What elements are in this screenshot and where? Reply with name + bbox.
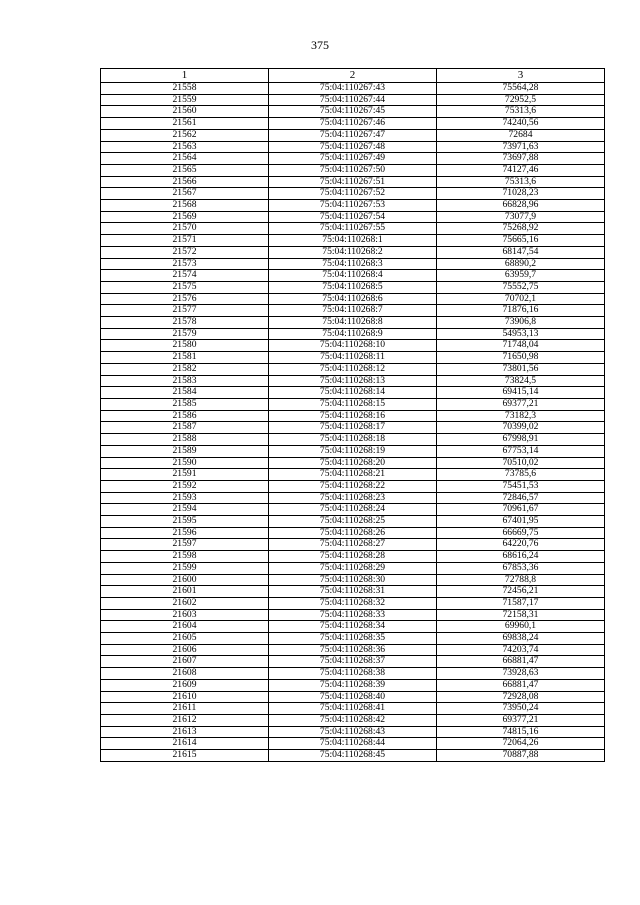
cadastral-number-cell: 75:04:110267:47 xyxy=(269,129,437,141)
table-row xyxy=(101,562,605,574)
value-cell: 73182,3 xyxy=(437,410,605,422)
cadastral-number-cell: 75:04:110268:18 xyxy=(269,434,437,446)
table-row xyxy=(101,504,605,516)
cadastral-number-cell: 75:04:110267:52 xyxy=(269,188,437,200)
cadastral-number-cell: 75:04:110268:13 xyxy=(269,375,437,387)
cadastral-number-cell: 75:04:110268:30 xyxy=(269,574,437,586)
table-row xyxy=(101,445,605,457)
cadastral-number-cell: 75:04:110268:32 xyxy=(269,597,437,609)
value-cell: 73801,56 xyxy=(437,363,605,375)
value-cell: 67401,95 xyxy=(437,516,605,528)
table-header-row xyxy=(101,69,605,83)
cadastral-number-cell: 75:04:110267:55 xyxy=(269,223,437,235)
column-header-1: 1 xyxy=(101,69,269,83)
table-row xyxy=(101,281,605,293)
table-row xyxy=(101,609,605,621)
value-cell: 70399,02 xyxy=(437,422,605,434)
value-cell: 71876,16 xyxy=(437,305,605,317)
table-row xyxy=(101,246,605,258)
table-row xyxy=(101,422,605,434)
value-cell: 64220,76 xyxy=(437,539,605,551)
value-cell: 66881,47 xyxy=(437,656,605,668)
value-cell: 73697,88 xyxy=(437,153,605,165)
cadastral-number-cell: 75:04:110268:42 xyxy=(269,714,437,726)
row-number-cell: 21593 xyxy=(101,492,269,504)
cadastral-number-cell: 75:04:110267:48 xyxy=(269,141,437,153)
row-number-cell: 21567 xyxy=(101,188,269,200)
table-row xyxy=(101,492,605,504)
row-number-cell: 21564 xyxy=(101,153,269,165)
table-row xyxy=(101,129,605,141)
cadastral-number-cell: 75:04:110268:44 xyxy=(269,738,437,750)
table-row xyxy=(101,176,605,188)
row-number-cell: 21585 xyxy=(101,398,269,410)
table-row xyxy=(101,106,605,118)
row-number-cell: 21576 xyxy=(101,293,269,305)
value-cell: 70510,02 xyxy=(437,457,605,469)
table-body xyxy=(101,83,605,762)
value-cell: 75665,16 xyxy=(437,235,605,247)
value-cell: 73077,9 xyxy=(437,211,605,223)
row-number-cell: 21598 xyxy=(101,551,269,563)
table-row xyxy=(101,738,605,750)
value-cell: 70702,1 xyxy=(437,293,605,305)
row-number-cell: 21583 xyxy=(101,375,269,387)
value-cell: 72846,57 xyxy=(437,492,605,504)
cadastral-number-cell: 75:04:110268:24 xyxy=(269,504,437,516)
cadastral-number-cell: 75:04:110268:16 xyxy=(269,410,437,422)
row-number-cell: 21561 xyxy=(101,118,269,130)
value-cell: 71650,98 xyxy=(437,352,605,364)
row-number-cell: 21563 xyxy=(101,141,269,153)
value-cell: 66881,47 xyxy=(437,679,605,691)
table-row xyxy=(101,574,605,586)
value-cell: 74203,74 xyxy=(437,644,605,656)
table-row xyxy=(101,83,605,95)
row-number-cell: 21607 xyxy=(101,656,269,668)
cadastral-number-cell: 75:04:110268:2 xyxy=(269,246,437,258)
table-row xyxy=(101,293,605,305)
cadastral-number-cell: 75:04:110268:33 xyxy=(269,609,437,621)
cadastral-number-cell: 75:04:110268:41 xyxy=(269,703,437,715)
cadastral-number-cell: 75:04:110268:12 xyxy=(269,363,437,375)
table-row xyxy=(101,118,605,130)
value-cell: 72928,08 xyxy=(437,691,605,703)
value-cell: 67853,36 xyxy=(437,562,605,574)
table-row xyxy=(101,211,605,223)
table-row xyxy=(101,375,605,387)
table-row xyxy=(101,527,605,539)
cadastral-number-cell: 75:04:110267:50 xyxy=(269,164,437,176)
value-cell: 70961,67 xyxy=(437,504,605,516)
row-number-cell: 21565 xyxy=(101,164,269,176)
table-row xyxy=(101,714,605,726)
row-number-cell: 21569 xyxy=(101,211,269,223)
table-row xyxy=(101,656,605,668)
value-cell: 72158,31 xyxy=(437,609,605,621)
row-number-cell: 21604 xyxy=(101,621,269,633)
table-row xyxy=(101,141,605,153)
cadastral-number-cell: 75:04:110268:14 xyxy=(269,387,437,399)
value-cell: 67998,91 xyxy=(437,434,605,446)
row-number-cell: 21587 xyxy=(101,422,269,434)
table-row xyxy=(101,469,605,481)
value-cell: 72456,21 xyxy=(437,586,605,598)
value-cell: 72684 xyxy=(437,129,605,141)
table-row xyxy=(101,340,605,352)
row-number-cell: 21586 xyxy=(101,410,269,422)
row-number-cell: 21615 xyxy=(101,750,269,762)
row-number-cell: 21559 xyxy=(101,94,269,106)
value-cell: 63959,7 xyxy=(437,270,605,282)
row-number-cell: 21613 xyxy=(101,726,269,738)
cadastral-number-cell: 75:04:110268:7 xyxy=(269,305,437,317)
table-row xyxy=(101,223,605,235)
row-number-cell: 21600 xyxy=(101,574,269,586)
table-row xyxy=(101,539,605,551)
table-row xyxy=(101,305,605,317)
value-cell: 68616,24 xyxy=(437,551,605,563)
row-number-cell: 21577 xyxy=(101,305,269,317)
value-cell: 71028,23 xyxy=(437,188,605,200)
row-number-cell: 21595 xyxy=(101,516,269,528)
table-row xyxy=(101,480,605,492)
value-cell: 75451,53 xyxy=(437,480,605,492)
row-number-cell: 21596 xyxy=(101,527,269,539)
cadastral-number-cell: 75:04:110267:43 xyxy=(269,83,437,95)
value-cell: 66669,75 xyxy=(437,527,605,539)
value-cell: 73971,63 xyxy=(437,141,605,153)
table-row xyxy=(101,387,605,399)
cadastral-number-cell: 75:04:110268:29 xyxy=(269,562,437,574)
row-number-cell: 21589 xyxy=(101,445,269,457)
table-row xyxy=(101,750,605,762)
table-row xyxy=(101,94,605,106)
row-number-cell: 21582 xyxy=(101,363,269,375)
value-cell: 74815,16 xyxy=(437,726,605,738)
cadastral-number-cell: 75:04:110267:44 xyxy=(269,94,437,106)
cadastral-number-cell: 75:04:110268:35 xyxy=(269,633,437,645)
row-number-cell: 21578 xyxy=(101,317,269,329)
value-cell: 69377,21 xyxy=(437,714,605,726)
table-row xyxy=(101,188,605,200)
table-row xyxy=(101,586,605,598)
value-cell: 67753,14 xyxy=(437,445,605,457)
row-number-cell: 21606 xyxy=(101,644,269,656)
cadastral-number-cell: 75:04:110268:10 xyxy=(269,340,437,352)
table-row xyxy=(101,679,605,691)
cadastral-number-cell: 75:04:110268:34 xyxy=(269,621,437,633)
row-number-cell: 21579 xyxy=(101,328,269,340)
cadastral-number-cell: 75:04:110268:22 xyxy=(269,480,437,492)
row-number-cell: 21599 xyxy=(101,562,269,574)
value-cell: 72064,26 xyxy=(437,738,605,750)
value-cell: 69415,14 xyxy=(437,387,605,399)
cadastral-number-cell: 75:04:110267:54 xyxy=(269,211,437,223)
value-cell: 70887,88 xyxy=(437,750,605,762)
row-number-cell: 21591 xyxy=(101,469,269,481)
table-row xyxy=(101,352,605,364)
table-row xyxy=(101,434,605,446)
cadastral-number-cell: 75:04:110268:23 xyxy=(269,492,437,504)
row-number-cell: 21605 xyxy=(101,633,269,645)
table-row xyxy=(101,258,605,270)
row-number-cell: 21590 xyxy=(101,457,269,469)
cadastral-number-cell: 75:04:110268:8 xyxy=(269,317,437,329)
table-row xyxy=(101,164,605,176)
value-cell: 71748,04 xyxy=(437,340,605,352)
cadastral-number-cell: 75:04:110268:6 xyxy=(269,293,437,305)
table-row xyxy=(101,457,605,469)
cadastral-number-cell: 75:04:110268:37 xyxy=(269,656,437,668)
row-number-cell: 21575 xyxy=(101,281,269,293)
table-row xyxy=(101,633,605,645)
row-number-cell: 21611 xyxy=(101,703,269,715)
row-number-cell: 21574 xyxy=(101,270,269,282)
table-row xyxy=(101,621,605,633)
table-row xyxy=(101,270,605,282)
cadastral-number-cell: 75:04:110268:20 xyxy=(269,457,437,469)
row-number-cell: 21614 xyxy=(101,738,269,750)
row-number-cell: 21571 xyxy=(101,235,269,247)
value-cell: 68147,54 xyxy=(437,246,605,258)
value-cell: 72788,8 xyxy=(437,574,605,586)
value-cell: 75313,6 xyxy=(437,106,605,118)
value-cell: 74127,46 xyxy=(437,164,605,176)
value-cell: 69960,1 xyxy=(437,621,605,633)
value-cell: 66828,96 xyxy=(437,200,605,212)
cadastral-number-cell: 75:04:110268:39 xyxy=(269,679,437,691)
value-cell: 73950,24 xyxy=(437,703,605,715)
cadastral-number-cell: 75:04:110268:3 xyxy=(269,258,437,270)
cadastral-number-cell: 75:04:110268:27 xyxy=(269,539,437,551)
value-cell: 75313,6 xyxy=(437,176,605,188)
cadastral-number-cell: 75:04:110268:31 xyxy=(269,586,437,598)
row-number-cell: 21570 xyxy=(101,223,269,235)
row-number-cell: 21612 xyxy=(101,714,269,726)
cadastral-number-cell: 75:04:110268:38 xyxy=(269,668,437,680)
value-cell: 73928,63 xyxy=(437,668,605,680)
row-number-cell: 21608 xyxy=(101,668,269,680)
row-number-cell: 21588 xyxy=(101,434,269,446)
table-row xyxy=(101,410,605,422)
cadastral-number-cell: 75:04:110268:26 xyxy=(269,527,437,539)
value-cell: 73785,6 xyxy=(437,469,605,481)
cadastral-number-cell: 75:04:110268:40 xyxy=(269,691,437,703)
row-number-cell: 21594 xyxy=(101,504,269,516)
table-row xyxy=(101,691,605,703)
value-cell: 69838,24 xyxy=(437,633,605,645)
value-cell: 71587,17 xyxy=(437,597,605,609)
cadastral-number-cell: 75:04:110268:11 xyxy=(269,352,437,364)
row-number-cell: 21584 xyxy=(101,387,269,399)
row-number-cell: 21558 xyxy=(101,83,269,95)
page-number: 375 xyxy=(311,38,329,52)
table-row xyxy=(101,551,605,563)
cadastral-number-cell: 75:04:110268:9 xyxy=(269,328,437,340)
cadastral-number-cell: 75:04:110268:1 xyxy=(269,235,437,247)
row-number-cell: 21560 xyxy=(101,106,269,118)
table-row xyxy=(101,516,605,528)
row-number-cell: 21573 xyxy=(101,258,269,270)
table-row xyxy=(101,703,605,715)
value-cell: 69377,21 xyxy=(437,398,605,410)
cadastral-number-cell: 75:04:110267:46 xyxy=(269,118,437,130)
value-cell: 54953,13 xyxy=(437,328,605,340)
table-row xyxy=(101,726,605,738)
row-number-cell: 21602 xyxy=(101,597,269,609)
row-number-cell: 21597 xyxy=(101,539,269,551)
value-cell: 68890,2 xyxy=(437,258,605,270)
cadastral-number-cell: 75:04:110267:45 xyxy=(269,106,437,118)
row-number-cell: 21568 xyxy=(101,200,269,212)
row-number-cell: 21572 xyxy=(101,246,269,258)
data-table xyxy=(100,68,605,762)
cadastral-number-cell: 75:04:110268:17 xyxy=(269,422,437,434)
cadastral-number-cell: 75:04:110268:4 xyxy=(269,270,437,282)
value-cell: 73906,8 xyxy=(437,317,605,329)
cadastral-number-cell: 75:04:110268:15 xyxy=(269,398,437,410)
row-number-cell: 21592 xyxy=(101,480,269,492)
row-number-cell: 21580 xyxy=(101,340,269,352)
table-row xyxy=(101,668,605,680)
cadastral-number-cell: 75:04:110268:5 xyxy=(269,281,437,293)
cadastral-number-cell: 75:04:110267:53 xyxy=(269,200,437,212)
row-number-cell: 21562 xyxy=(101,129,269,141)
table-row xyxy=(101,200,605,212)
value-cell: 74240,56 xyxy=(437,118,605,130)
row-number-cell: 21610 xyxy=(101,691,269,703)
value-cell: 73824,5 xyxy=(437,375,605,387)
row-number-cell: 21601 xyxy=(101,586,269,598)
cadastral-number-cell: 75:04:110268:28 xyxy=(269,551,437,563)
cadastral-number-cell: 75:04:110268:19 xyxy=(269,445,437,457)
column-header-3: 3 xyxy=(437,69,605,83)
table-row xyxy=(101,644,605,656)
table-row xyxy=(101,363,605,375)
cadastral-number-cell: 75:04:110267:51 xyxy=(269,176,437,188)
table-row xyxy=(101,328,605,340)
table-row xyxy=(101,398,605,410)
cadastral-number-cell: 75:04:110268:45 xyxy=(269,750,437,762)
cadastral-number-cell: 75:04:110268:43 xyxy=(269,726,437,738)
cadastral-number-cell: 75:04:110268:25 xyxy=(269,516,437,528)
table-row xyxy=(101,153,605,165)
cadastral-number-cell: 75:04:110268:36 xyxy=(269,644,437,656)
cadastral-number-cell: 75:04:110267:49 xyxy=(269,153,437,165)
value-cell: 72952,5 xyxy=(437,94,605,106)
row-number-cell: 21609 xyxy=(101,679,269,691)
row-number-cell: 21603 xyxy=(101,609,269,621)
value-cell: 75268,92 xyxy=(437,223,605,235)
column-header-2: 2 xyxy=(269,69,437,83)
table-row xyxy=(101,317,605,329)
table-row xyxy=(101,597,605,609)
cadastral-number-cell: 75:04:110268:21 xyxy=(269,469,437,481)
value-cell: 75564,28 xyxy=(437,83,605,95)
table-row xyxy=(101,235,605,247)
row-number-cell: 21581 xyxy=(101,352,269,364)
value-cell: 75552,75 xyxy=(437,281,605,293)
row-number-cell: 21566 xyxy=(101,176,269,188)
